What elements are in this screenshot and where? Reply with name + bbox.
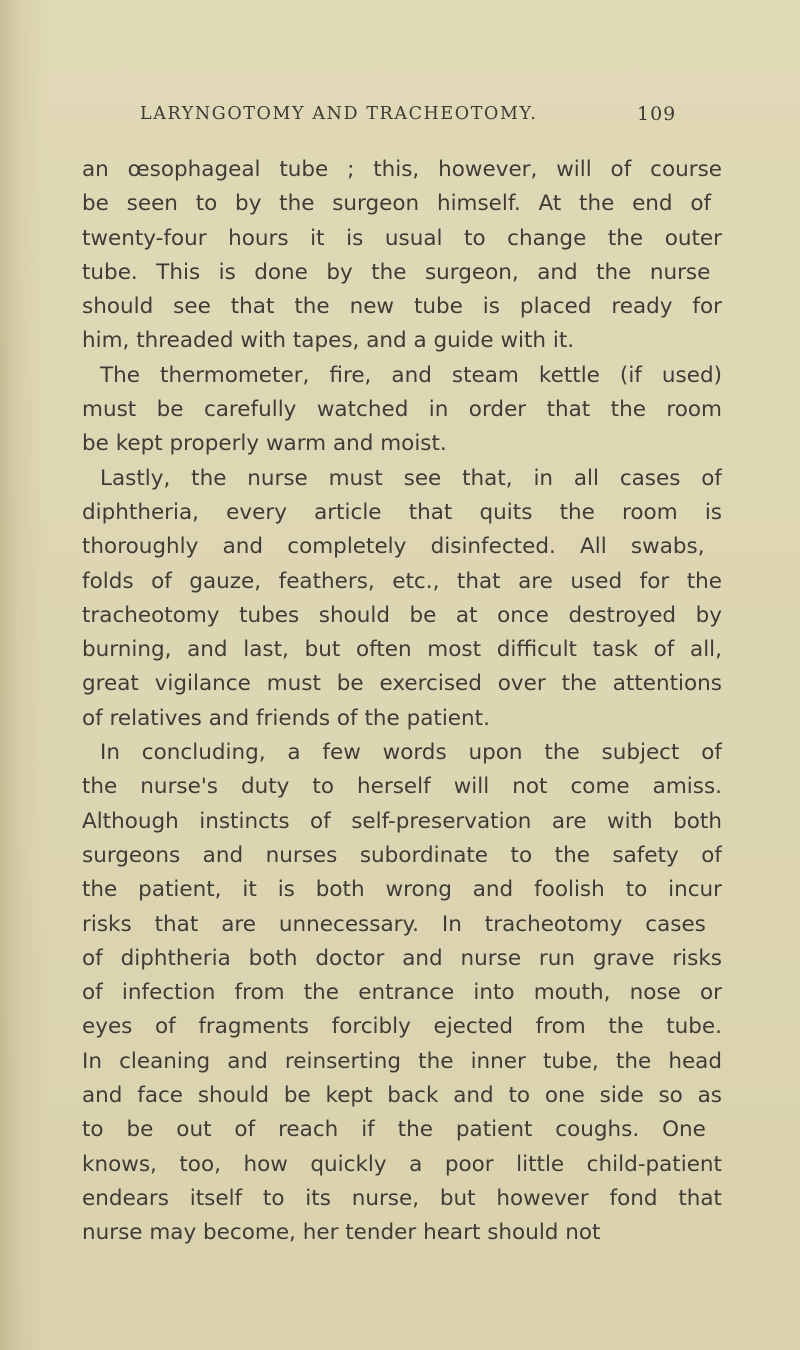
text-line: diphtheria, every article that quits the room is — [82, 499, 722, 525]
text-line: The thermometer, fire, and steam kettle (if used) — [100, 362, 722, 388]
page-header — [0, 104, 800, 134]
text-line: In cleaning and reinserting the inner tube, the head — [82, 1048, 722, 1074]
text-line: risks that are unnecessary. In tracheotomy cases — [82, 911, 706, 937]
text-line: Lastly, the nurse must see that, in all cases of — [100, 465, 722, 491]
running-title: LARYNGOTOMY AND TRACHEOTOMY. — [140, 104, 538, 124]
text-line: eyes of fragments forcibly ejected from the tube. — [82, 1014, 722, 1040]
text-line: folds of gauze, feathers, etc., that are used for the — [82, 568, 722, 594]
text-line: surgeons and nurses subordinate to the safety of — [82, 842, 722, 868]
text-line: burning, and last, but often most difficult task of all, — [82, 637, 722, 663]
text-line: twenty-four hours it is usual to change the outer — [82, 225, 722, 251]
text-line: to be out of reach if the patient coughs. One — [82, 1117, 706, 1143]
text-line: an œsophageal tube ; this, however, will of course — [82, 157, 722, 182]
text-line: the patient, it is both wrong and foolish to incur — [82, 877, 722, 903]
text-line: the nurse's duty to herself will not come amiss. — [82, 774, 722, 800]
text-line: great vigilance must be exercised over the attentions — [82, 671, 722, 697]
text-line: endears itself to its nurse, but however fond that — [82, 1185, 722, 1211]
text-line: of diphtheria both doctor and nurse run grave risks — [82, 945, 722, 971]
page-number: 109 — [637, 103, 677, 125]
text-line: of infection from the entrance into mouth, nose or — [82, 980, 722, 1006]
text-line: tracheotomy tubes should be at once destroyed by — [82, 602, 722, 628]
text-line: Although instincts of self-preservation are with both — [82, 808, 722, 834]
text-line: him, threaded with tapes, and a guide with it. — [82, 328, 575, 354]
body-text — [82, 153, 722, 1251]
text-line: nurse may become, her tender heart should not — [82, 1220, 601, 1246]
text-line: should see that the new tube is placed ready for — [82, 294, 722, 320]
text-line: of relatives and friends of the patient. — [82, 705, 490, 731]
text-line: thoroughly and completely disinfected. All swabs, — [82, 534, 705, 560]
text-line: tube. This is done by the surgeon, and the nurse — [82, 259, 711, 285]
text-line: In concluding, a few words upon the subject of — [100, 740, 722, 766]
text-line: must be carefully watched in order that the room — [82, 397, 722, 423]
text-line: knows, too, how quickly a poor little child-patient — [82, 1151, 722, 1177]
text-line: and face should be kept back and to one side so as — [82, 1083, 722, 1109]
text-line: be seen to by the surgeon himself. At the end of — [82, 191, 712, 217]
text-line: be kept properly warm and moist. — [82, 431, 447, 457]
